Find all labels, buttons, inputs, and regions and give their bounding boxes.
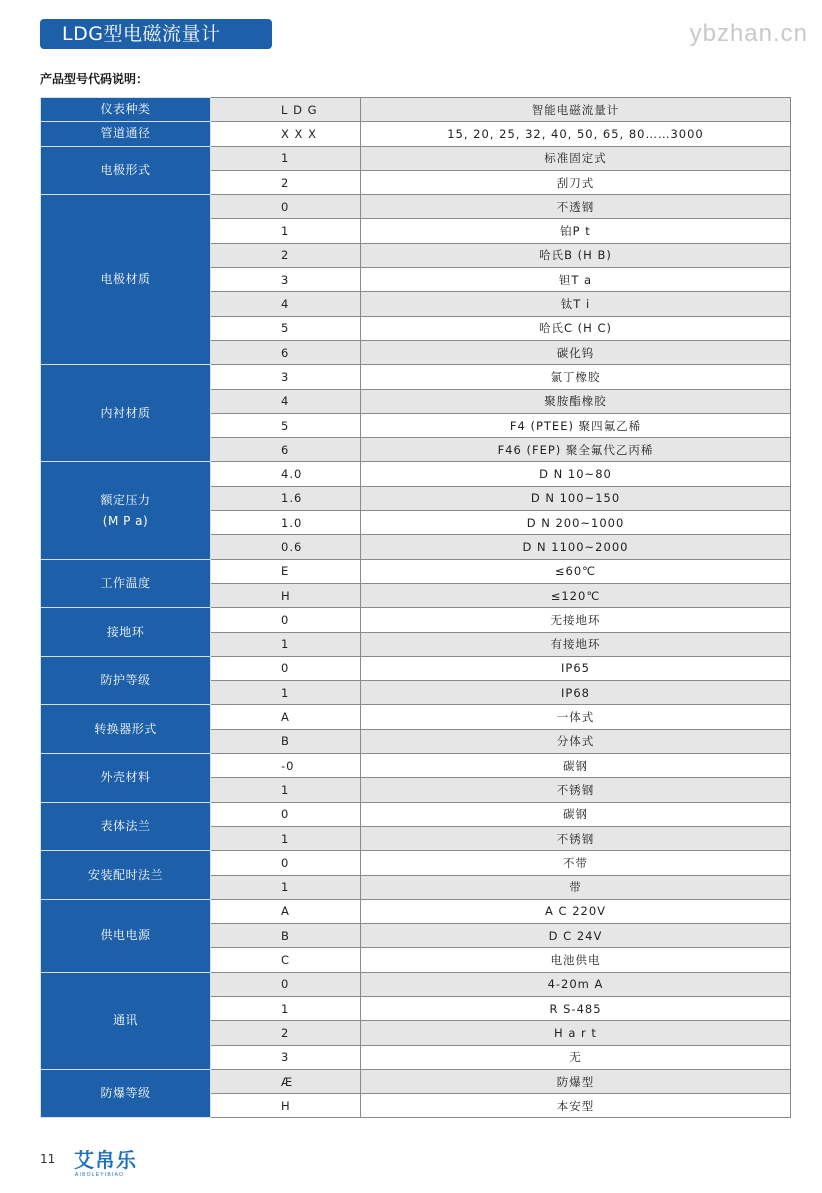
code-cell: X X X <box>211 122 361 146</box>
description-cell: 碳钢 <box>361 754 791 778</box>
description-cell: 本安型 <box>361 1094 791 1118</box>
table-row <box>41 608 791 632</box>
group-label-text: 电极材质 <box>100 272 151 287</box>
code-cell: 0.6 <box>211 535 361 559</box>
group-label-text: 管道通径 <box>100 126 151 141</box>
code-cell: H <box>211 583 361 607</box>
description-cell: IP65 <box>361 656 791 680</box>
description-cell: D N 1100~2000 <box>361 535 791 559</box>
code-cell: 1 <box>211 219 361 243</box>
group-label-text: 电极形式 <box>100 162 151 177</box>
code-cell: 1 <box>211 632 361 656</box>
code-cell: 2 <box>211 243 361 267</box>
brand-logo: 艾帛乐 <box>74 1148 137 1172</box>
code-cell: C <box>211 948 361 972</box>
code-cell: 6 <box>211 340 361 364</box>
description-cell: 标准固定式 <box>361 146 791 170</box>
description-cell: F46 (FEP) 聚全氟代乙丙稀 <box>361 438 791 462</box>
section-subtitle: 产品型号代码说明： <box>40 72 149 86</box>
watermark: ybzhan.cn <box>689 20 808 47</box>
description-cell: IP68 <box>361 681 791 705</box>
code-cell: 1 <box>211 778 361 802</box>
table-row <box>41 656 791 680</box>
code-cell: 0 <box>211 608 361 632</box>
description-cell: ≤60℃ <box>361 559 791 583</box>
group-label-text: 转换器形式 <box>94 721 157 736</box>
group-label <box>41 608 211 657</box>
table-row <box>41 559 791 583</box>
model-code-table <box>40 97 791 1118</box>
code-cell: 5 <box>211 316 361 340</box>
description-cell: 一体式 <box>361 705 791 729</box>
description-cell: 刮刀式 <box>361 170 791 194</box>
code-cell: B <box>211 924 361 948</box>
code-cell: 1 <box>211 875 361 899</box>
description-cell: 钛T i <box>361 292 791 316</box>
description-cell: 铂P t <box>361 219 791 243</box>
page-title: LDG型电磁流量计 <box>40 19 272 49</box>
code-cell: 0 <box>211 972 361 996</box>
code-cell: 2 <box>211 170 361 194</box>
code-cell: 1 <box>211 996 361 1020</box>
brand-logo-subtext: AIBOLEYIBIAO <box>75 1172 125 1178</box>
group-label <box>41 899 211 972</box>
group-label-text: 供电电源 <box>100 928 151 943</box>
group-label <box>41 462 211 559</box>
table-row <box>41 146 791 170</box>
description-cell: 4-20m A <box>361 972 791 996</box>
code-cell: 3 <box>211 1045 361 1069</box>
code-cell: 3 <box>211 365 361 389</box>
code-cell: 0 <box>211 851 361 875</box>
page-number: 11 <box>40 1152 56 1166</box>
code-cell: 1.0 <box>211 511 361 535</box>
code-cell: 0 <box>211 195 361 219</box>
group-label <box>41 365 211 462</box>
description-cell: 带 <box>361 875 791 899</box>
code-cell: 4.0 <box>211 462 361 486</box>
code-cell: 1 <box>211 826 361 850</box>
table-row <box>41 195 791 219</box>
group-label-text: 安装配时法兰 <box>87 867 163 882</box>
description-cell: 无接地环 <box>361 608 791 632</box>
description-cell: R S-485 <box>361 996 791 1020</box>
group-label <box>41 656 211 705</box>
description-cell: 不锈钢 <box>361 826 791 850</box>
description-cell: 15, 20, 25, 32, 40, 50, 65, 80……3000 <box>361 122 791 146</box>
code-cell: 1.6 <box>211 486 361 510</box>
model-code-table-body <box>41 98 791 1118</box>
group-label <box>41 705 211 754</box>
group-label <box>41 851 211 900</box>
group-label-text: 接地环 <box>106 624 145 639</box>
group-label <box>41 802 211 851</box>
table-row <box>41 899 791 923</box>
code-cell: -0 <box>211 754 361 778</box>
group-label-text: 额定压力 <box>100 492 151 507</box>
description-cell: H a r t <box>361 1021 791 1045</box>
code-cell: H <box>211 1094 361 1118</box>
code-cell: A <box>211 705 361 729</box>
code-cell: 1 <box>211 146 361 170</box>
group-label <box>41 146 211 195</box>
code-cell: 3 <box>211 268 361 292</box>
description-cell: 智能电磁流量计 <box>361 98 791 122</box>
group-label <box>41 559 211 608</box>
code-cell: 4 <box>211 292 361 316</box>
table-row <box>41 462 791 486</box>
code-cell: 0 <box>211 802 361 826</box>
group-label <box>41 195 211 365</box>
code-cell: 2 <box>211 1021 361 1045</box>
code-cell: 0 <box>211 656 361 680</box>
table-row <box>41 1069 791 1093</box>
group-label <box>41 1069 211 1118</box>
table-row <box>41 972 791 996</box>
table-row <box>41 851 791 875</box>
group-label <box>41 754 211 803</box>
description-cell: 聚胺酯橡胶 <box>361 389 791 413</box>
description-cell: 碳化钨 <box>361 340 791 364</box>
description-cell: D N 200~1000 <box>361 511 791 535</box>
description-cell: A C 220V <box>361 899 791 923</box>
description-cell: 不带 <box>361 851 791 875</box>
description-cell: 防爆型 <box>361 1069 791 1093</box>
description-cell: 无 <box>361 1045 791 1069</box>
group-label-text: 防爆等级 <box>100 1086 151 1101</box>
group-label-text: 外壳材料 <box>100 770 151 785</box>
code-cell: 4 <box>211 389 361 413</box>
code-cell: 5 <box>211 413 361 437</box>
description-cell: F4 (PTEE) 聚四氟乙稀 <box>361 413 791 437</box>
group-label <box>41 98 211 122</box>
code-cell: L D G <box>211 98 361 122</box>
description-cell: ≤120℃ <box>361 583 791 607</box>
description-cell: 钽T a <box>361 268 791 292</box>
description-cell: 碳钢 <box>361 802 791 826</box>
table-row <box>41 365 791 389</box>
code-cell: B <box>211 729 361 753</box>
description-cell: 不透钢 <box>361 195 791 219</box>
description-cell: D N 100~150 <box>361 486 791 510</box>
group-label-text: 表体法兰 <box>100 818 151 833</box>
description-cell: 有接地环 <box>361 632 791 656</box>
group-label-text: 工作温度 <box>100 575 151 590</box>
group-label-text: 防护等级 <box>100 673 151 688</box>
group-label-text: 内衬材质 <box>100 405 151 420</box>
group-label-text: 通讯 <box>112 1013 138 1028</box>
code-cell: Æ <box>211 1069 361 1093</box>
code-cell: A <box>211 899 361 923</box>
description-cell: 不锈钢 <box>361 778 791 802</box>
description-cell: D N 10~80 <box>361 462 791 486</box>
table-row <box>41 802 791 826</box>
table-row <box>41 705 791 729</box>
description-cell: D C 24V <box>361 924 791 948</box>
description-cell: 哈氏C (H C) <box>361 316 791 340</box>
group-label <box>41 972 211 1069</box>
description-cell: 电池供电 <box>361 948 791 972</box>
table-row <box>41 754 791 778</box>
table-row <box>41 122 791 146</box>
description-cell: 分体式 <box>361 729 791 753</box>
table-row <box>41 98 791 122</box>
group-label <box>41 122 211 146</box>
code-cell: E <box>211 559 361 583</box>
code-cell: 6 <box>211 438 361 462</box>
group-label-text: 仪表种类 <box>100 102 151 117</box>
description-cell: 氯丁橡胶 <box>361 365 791 389</box>
group-label-unit: (M P a) <box>102 513 149 528</box>
description-cell: 哈氏B (H B) <box>361 243 791 267</box>
code-cell: 1 <box>211 681 361 705</box>
